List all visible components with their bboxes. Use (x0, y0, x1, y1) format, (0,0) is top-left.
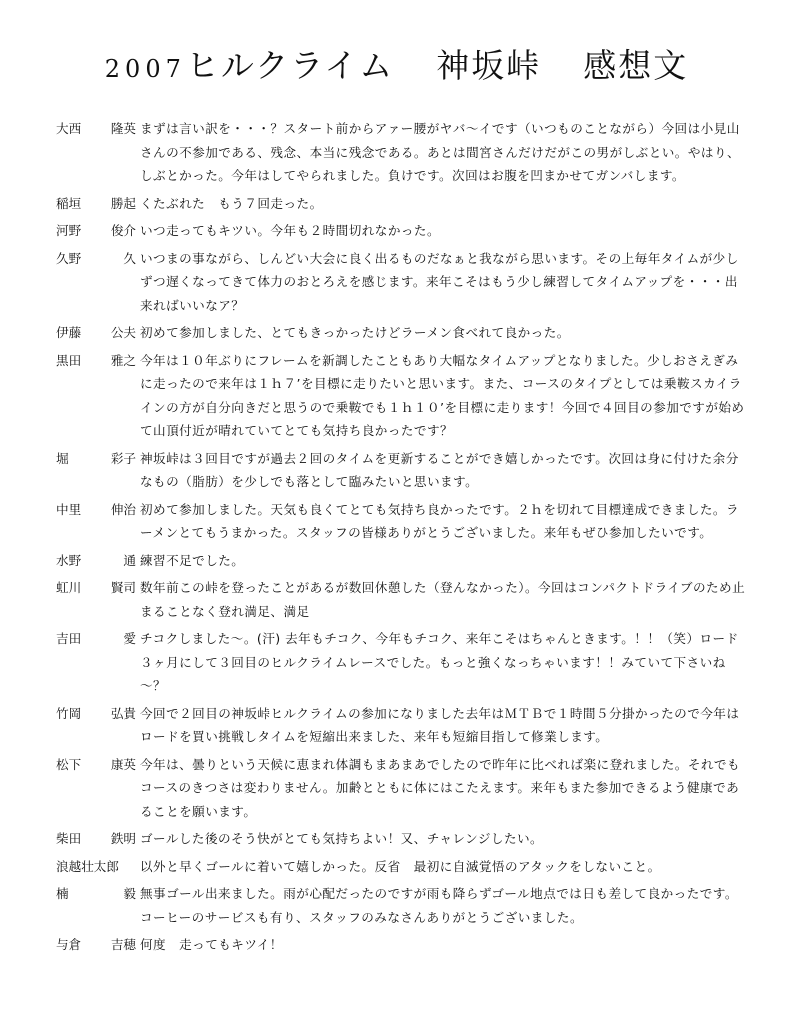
participant-family-name: 竹岡 (56, 705, 82, 721)
participant-name (56, 321, 140, 345)
participant-family-name: 河野 (56, 223, 82, 238)
comment-entry (56, 321, 746, 345)
title-place: 神坂峠 (436, 46, 542, 85)
participant-comment: 初めて参加しました。天気も良くてとても気持ち良かったです。２ｈを切れて目標達成できました。ラーメンとてもうまかった。スタッフの皆様ありがとうございました。来年もぜひ参加したいです。 (140, 501, 740, 540)
document-title (0, 40, 793, 87)
participant-comment: チコクしました～。(汗) 去年もチコク、今年もチコク、来年こそはちゃんときます。！！（笑）ロード３ヶ月にして３回目のヒルクライムレースでした。もっと強くなっちゃいます！！みていて下さいね～？ (140, 631, 739, 693)
comment-entry (56, 447, 746, 494)
participant-given-name: 雅之 (110, 352, 136, 368)
participant-family-name: 大西 (56, 121, 82, 136)
comment-entry (56, 247, 746, 318)
participant-name (56, 627, 140, 651)
participant-comment: 初めて参加しました、とてもきっかったけどラーメン食べれて良かった。 (140, 325, 570, 340)
comment-entry (56, 192, 746, 216)
participant-comment: 何度 走ってもキツイ！ (140, 937, 283, 952)
participant-given-name: 通 (123, 552, 136, 568)
comment-entry (56, 827, 746, 851)
comment-entry (56, 753, 746, 824)
participant-comment: まずは言い訳を・・・？スタート前からアァー腰がヤバ～イです（いつものことながら）今回は小見山さんの不参加である、残念、本当に残念である。あとは間宮さんだけだがこの男がしぶとい。やはり、しぶとかった。今年はしてやられました。負けです。次回はお腹を凹まかせてガンバします。 (140, 121, 741, 183)
participant-family-name: 柴田 (56, 831, 82, 846)
title-event: ヒルクライム (185, 46, 395, 85)
participant-name (56, 855, 140, 879)
participant-name (56, 827, 140, 851)
comment-entry (56, 702, 746, 749)
comment-entry (56, 933, 746, 957)
participant-name (56, 702, 140, 726)
participant-family-name: 中里 (56, 501, 82, 517)
participant-comment: いつまの事ながら、しんどい大会に良く出るものだなぁと我ながら思います。その上毎年タイムが少しずつ遅くなってきて体力のおとろえを感じます。来年こそはもう少し練習してタイムアップを・・・出来ればいいなア？ (140, 250, 739, 313)
participant-given-name: 勝起 (110, 195, 136, 211)
participant-family-name: 伊藤 (56, 325, 82, 340)
participant-family-name: 楠 (56, 886, 69, 901)
participant-family-name: 虹川 (56, 580, 82, 595)
participant-name (56, 753, 140, 777)
participant-comment: ゴールした後のそう快がとても気持ちよい！又、チャレンジしたい。 (140, 831, 544, 846)
participant-comment: 以外と早くゴールに着いて嬉しかった。反省 最初に自滅覚悟のアタックをしないこと。 (140, 858, 661, 874)
participant-family-name: 与倉 (56, 937, 82, 952)
participant-given-name: 隆英 (110, 121, 136, 136)
participant-name (56, 576, 140, 600)
participant-family-name: 久野 (56, 250, 82, 266)
participant-family-name: 水野 (56, 552, 82, 568)
comment-entry (56, 855, 746, 879)
participant-family-name: 浪越壮太郎 (56, 858, 119, 874)
participant-family-name: 松下 (56, 756, 82, 772)
participant-comment: 今回で２回目の神坂峠ヒルクライムの参加になりました去年はＭＴＢで１時間５分掛かったので今年はロードを買い挑戦しタイムを短縮出来ました、来年も短縮目指して修業します。 (140, 705, 740, 744)
comment-entry (56, 349, 746, 443)
participant-family-name: 堀 (56, 450, 69, 466)
participant-given-name: 俊介 (110, 223, 136, 238)
participant-given-name: 賢司 (110, 580, 136, 595)
participant-name (56, 549, 140, 573)
participant-name (56, 192, 140, 216)
participant-name (56, 117, 140, 141)
participant-name (56, 349, 140, 373)
participant-name (56, 882, 140, 906)
participant-name (56, 219, 140, 243)
participant-given-name: 愛 (123, 631, 136, 646)
participant-name (56, 247, 140, 271)
participant-given-name: 吉穂 (110, 937, 136, 952)
participant-comment: 練習不足でした。 (140, 552, 245, 568)
participant-given-name: 伸治 (110, 501, 136, 517)
participant-comment: 無事ゴール出来ました。雨が心配だったのですが雨も降らずゴール地点では日も差して良かったです。コーヒーのサービスも有り、スタッフのみなさんありがとうございました。 (140, 886, 738, 925)
participant-name (56, 933, 140, 957)
title-kind: 感想文 (583, 46, 689, 85)
participant-comment: 数年前この峠を登ったことがあるが数回休憩した（登んなかった）。今回はコンパクトドライブのため止まることなく登れ満足、満足 (140, 580, 746, 619)
title-year: 2007 (104, 55, 186, 83)
participant-given-name: 公夫 (110, 325, 136, 340)
participant-given-name: 鉄明 (110, 831, 136, 846)
participant-given-name: 康英 (110, 756, 136, 772)
participant-comment: 今年は１０年ぶりにフレームを新調したこともあり大幅なタイムアップとなりました。少しおさえぎみに走ったので来年は１ｈ７’を目標に走りたいと思います。また、コースのタイプとしては乗鞍スカイラインの方が自分向きだと思うので乗鞍でも１ｈ１０’を目標に走ります！今回で４回目の参加ですが始めて山頂付近が晴れていてとても気持ち良かったです？ (140, 352, 745, 438)
comment-entry (56, 576, 746, 623)
participant-family-name: 吉田 (56, 631, 82, 646)
comment-list (56, 117, 746, 961)
participant-name (56, 447, 140, 471)
participant-name (56, 498, 140, 522)
participant-family-name: 黒田 (56, 352, 82, 368)
participant-comment: いつ走ってもキツい。今年も２時間切れなかった。 (140, 223, 441, 238)
participant-comment: 神坂峠は３回目ですが過去２回のタイムを更新することができ嬉しかったです。次回は身に付けた余分なもの（脂肪）を少しでも落として臨みたいと思います。 (140, 450, 739, 489)
comment-entry (56, 117, 746, 188)
participant-given-name: 彩子 (110, 450, 136, 466)
participant-comment: くたぶれた もう７回走った。 (140, 195, 323, 211)
participant-family-name: 稲垣 (56, 195, 82, 211)
participant-given-name: 毅 (123, 886, 136, 901)
comment-entry (56, 882, 746, 929)
comment-entry (56, 219, 746, 243)
participant-given-name: 久 (123, 250, 136, 266)
comment-entry (56, 498, 746, 545)
participant-given-name: 弘貴 (110, 705, 136, 721)
comment-entry (56, 627, 746, 698)
comment-entry (56, 549, 746, 573)
participant-comment: 今年は、曇りという天候に恵まれ体調もまあまあでしたので昨年に比べれば楽に登れました。それでもコースのきつさは変わりません。加齢とともに体にはこたえます。来年もまた参加できるよう健康であることを願います。 (140, 756, 741, 819)
